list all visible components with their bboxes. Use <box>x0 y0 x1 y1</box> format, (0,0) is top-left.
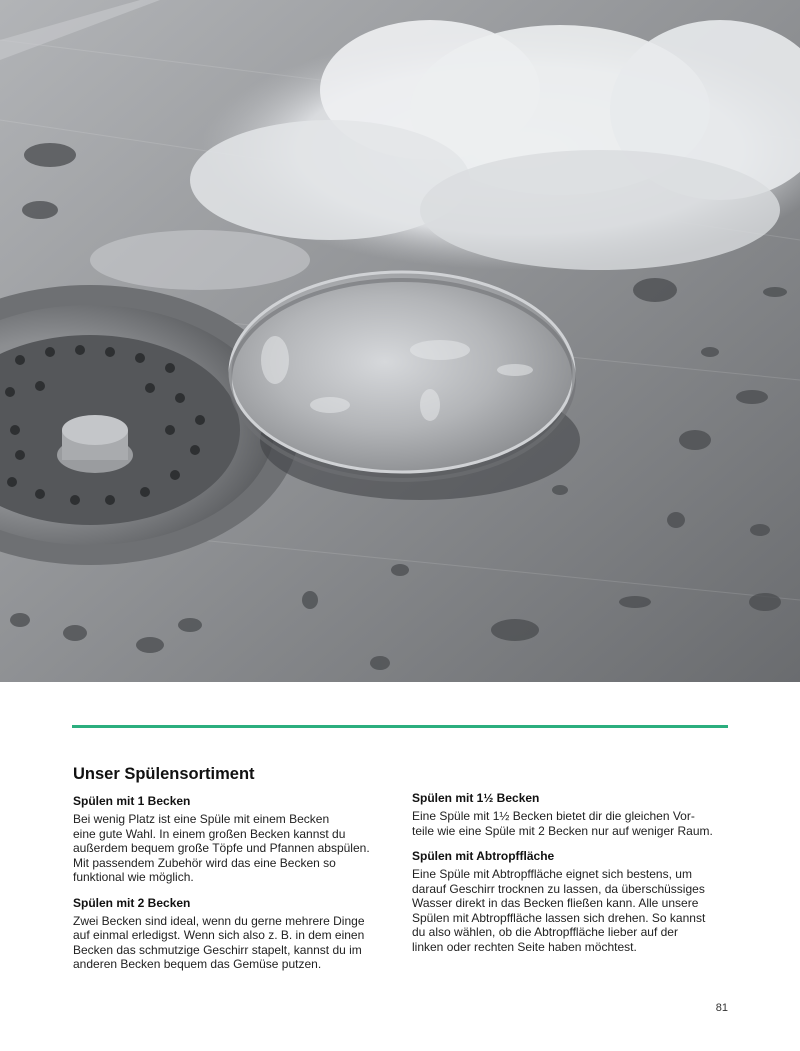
left-column <box>73 764 395 982</box>
right-column <box>412 790 732 964</box>
section-text-double-basin: Zwei Becken sind ideal, wenn du gerne mehrere Dinge auf einmal erledigst. Wenn sich also z. B. in dem einen Becken das schmutzige Geschirr stapelt, kannst du im anderen Becken bequem das Gemüse putzen. <box>73 913 365 971</box>
page-number: 81 <box>715 1002 728 1014</box>
section-text-drainer: Eine Spüle mit Abtropffläche eignet sich bestens, um darauf Geschirr trocknen zu lassen, da überschüssiges Wasser direkt in das Becken fließen kann. Alle unsere Spülen mit Abtropffläche lassen sich drehen. So kannst du also wählen, ob die Abtropffläche lieber auf der linken oder rechten Seite haben möchtest. <box>412 867 706 954</box>
section-title-drainer: Spülen mit Abtropffläche <box>412 849 555 863</box>
section-divider <box>72 725 728 728</box>
section-title-double-basin: Spülen mit 2 Becken <box>73 895 191 910</box>
section-title-one-and-half-basin: Spülen mit 1½ Becken <box>412 791 540 805</box>
content-area <box>73 764 729 984</box>
page-title: Unser Spülensortiment <box>73 765 255 783</box>
section-title-single-basin: Spülen mit 1 Becken <box>73 794 191 808</box>
section-text-one-and-half-basin: Eine Spüle mit 1½ Becken bietet dir die gleichen Vor- teile wie eine Spüle mit 2 Becken nur auf weniger Raum. <box>412 809 713 838</box>
section-text-single-basin: Bei wenig Platz ist eine Spüle mit einem Becken eine gute Wahl. In einem großen Becken kannst du außerdem bequem große Töpfe und Pfannen abspülen. Mit passendem Zubehör wird das eine Becken so funktional wie möglich. <box>73 812 370 884</box>
